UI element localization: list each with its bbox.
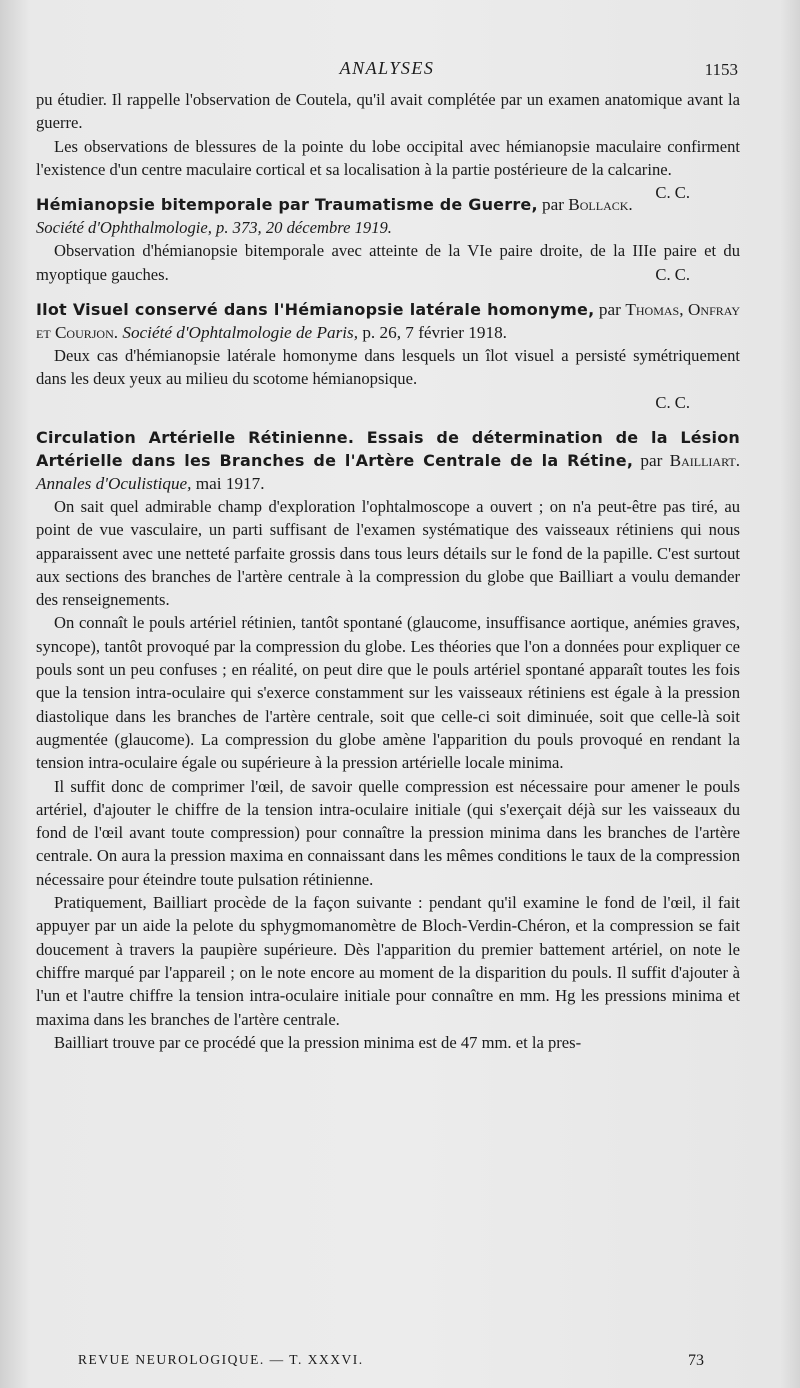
page-footer bbox=[78, 1352, 704, 1374]
entry-paragraph: Pratiquement, Bailliart procède de la façon suivante : pendant qu'il examine le fond de l'œil, il fait appuyer par un aide la pelote du sphygmomanomètre de Bloch-Verdin-Chéron, et la compression se fait doucement à travers la paupière supérieure. Dès l'apparition du premier battement artériel, on note le chiffre marqué par l'appareil ; on le note encore au moment de la disparition du pouls. Il suffit d'ajouter à l'un et l'autre chiffre la tension intra-oculaire initiale pour connaître en mm. Hg les pressions minima et maxima dans les branches de l'artère centrale. bbox=[36, 893, 740, 1029]
page-body bbox=[36, 88, 740, 1054]
entry-authors: Bollack. bbox=[568, 195, 633, 215]
entry-source-tail: mai 1917. bbox=[191, 473, 265, 493]
intro-paragraph-2-text: Les observations de blessures de la pointe du lobe occipital avec hémianopsie maculaire confirment l'existence d'un centre maculaire cortical et sa localisation à la partie postérieure de la calcarine. bbox=[36, 136, 740, 179]
entry-title: Hémianopsie bitemporale par Traumatisme de Guerre, bbox=[36, 195, 538, 215]
entry-paragraph: On sait quel admirable champ d'exploration l'ophtalmoscope a ouvert ; on n'a peut-être pas tiré, au point de vue vasculaire, un parti suffisant de l'examen systématique des vaisseaux rétiniens qui nous apparaissent avec une netteté parfaite grossis dans tous leurs détails sur le fond de la papille. C'est surtout aux sections des branches de l'artère centrale à la compression du globe que Bailliart a voulu demander des renseignements. bbox=[36, 496, 740, 610]
entry-source-tail: p. 26, 7 février 1918. bbox=[358, 323, 507, 343]
running-title: ANALYSES bbox=[339, 58, 435, 78]
review-entry bbox=[36, 298, 740, 414]
entry-authors: Bailliart. bbox=[669, 450, 740, 470]
entry-text: Deux cas d'hémianopsie latérale homonyme dans lesquels un îlot visuel a persisté symétriquement dans les deux yeux au milieu du scotome hémianopsique. bbox=[36, 346, 740, 389]
signature: C. C. bbox=[655, 183, 690, 203]
entry-by: par bbox=[537, 195, 569, 215]
entry-authors: Thomas, Onfray et Courjon. bbox=[36, 300, 740, 343]
entry-title: Ilot Visuel conservé dans l'Hémianopsie latérale homonyme, bbox=[36, 300, 595, 320]
entry-source: Société d'Ophthalmologie, p. 373, 20 décembre 1919. bbox=[36, 218, 392, 238]
page-header bbox=[36, 58, 738, 82]
entry-by: par bbox=[633, 450, 670, 470]
page-number: 1153 bbox=[704, 60, 738, 79]
entry-title: Circulation Artérielle Rétinienne. Essais de détermination de la Lésion Artérielle dans les Branches de l'Artère Centrale de la Rétine, bbox=[36, 427, 740, 470]
entry-by: par bbox=[594, 300, 626, 320]
entry-title-line bbox=[36, 426, 740, 495]
signature: C. C. bbox=[655, 392, 690, 412]
entry-paragraph: Il suffit donc de comprimer l'œil, de savoir quelle compression est nécessaire pour amener le pouls artériel, d'ajouter le chiffre de la tension intra-oculaire initiale (qui s'exerçait déjà sur les vaisseaux du fond de l'œil avant toute compression) pour connaître la pression minima dans les branches de l'artère centrale. On aura la pression maxima en connaissant dans les mêmes conditions le taux de la compression nécessaire pour éteindre toute pulsation rétinienne. bbox=[36, 776, 740, 889]
entry-paragraph: On connaît le pouls artériel rétinien, tantôt spontané (glaucome, insuffisance aortique, anémies graves, syncope), tantôt provoqué par la compression du globe. Les théories que l'on a données pour expliquer ce pouls sont un peu confuses ; en réalité, on peut dire que le pouls artériel spontané apparaît toutes les fois que la tension intra-oculaire qui s'exerce constamment sur les vaisseaux rétiniens est égale à la pression diastolique dans les branches de l'artère centrale, soit que celle-ci soit diminuée, soit que celle-là soit augmentée (glaucome). La compression du globe amène l'apparition du pouls provoqué en rendant la tension intra-oculaire égale ou supérieure à la pression artérielle locale minima. bbox=[36, 613, 740, 773]
review-entry bbox=[36, 426, 740, 1054]
entry-title-line bbox=[36, 298, 740, 344]
entry-text bbox=[36, 239, 740, 286]
review-entry bbox=[36, 193, 740, 286]
entry-paragraph: Bailliart trouve par ce procédé que la pression minima est de 47 mm. et la pres- bbox=[54, 1032, 582, 1052]
entry-title-line bbox=[36, 193, 740, 216]
entry-source: Annales d'Oculistique, bbox=[36, 473, 192, 493]
entry-source: Société d'Ophtalmologie de Paris, bbox=[122, 323, 359, 343]
journal-name: REVUE NEUROLOGIQUE. — T. XXXVI. bbox=[78, 1352, 364, 1367]
signature: C. C. bbox=[655, 264, 690, 284]
entry-text-body: Observation d'hémianopsie bitemporale avec atteinte de la VIe paire droite, de la IIIe paire et du myoptique gauches. bbox=[36, 241, 740, 284]
intro-paragraph-1: pu étudier. Il rappelle l'observation de Coutela, qu'il avait complétée par un examen anatomique avant la guerre. bbox=[36, 90, 740, 133]
intro-paragraph-2 bbox=[36, 135, 740, 203]
sheet-number: 73 bbox=[688, 1352, 704, 1369]
